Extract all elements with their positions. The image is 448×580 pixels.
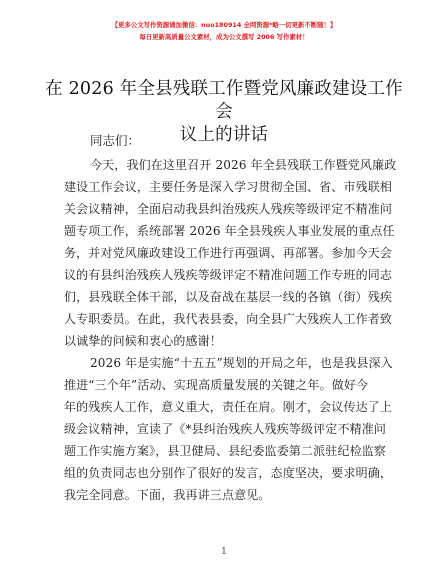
title-line-2: 议上的讲话 <box>179 125 269 145</box>
paragraph-line: 级会议精神，宣读了《*县纠治残疾人残疾等级评定不精准问 <box>64 422 387 436</box>
paragraph-line: 年的残疾人工作，意义重大，责任在肩。刚才，会议传达了上 <box>64 400 393 414</box>
paragraph-line: 题工作实施方案》，县卫健局、县纪委监委第二派驻纪检监察 <box>64 444 387 458</box>
paragraph-line: 2026 年是实施“十五五”规划的开局之年，也是我县深入 <box>90 356 393 370</box>
paragraph-line: 组的负责同志也分别作了很好的发言，态度坚决，要求明确， <box>64 466 393 480</box>
promo-banner-line-1: 【更多公文写作资源请加微信：nuo180914 全网资源*略一切更新不断随！】 <box>111 21 337 29</box>
paragraph-line: 人专职委员。在此，我代表县委，向全县广大残疾人工作者致 <box>64 312 393 326</box>
salutation: 同志们： <box>90 133 141 148</box>
promo-banner-line-2: 每日更新高质量公文素材，成为公文撰写 2006 写作素材！ <box>139 33 309 41</box>
paragraph-line: 今天，我们在这里召开 2026 年全县残联工作暨党风廉政 <box>90 158 397 172</box>
paragraph-line: 关会议精神，全面启动我县纠治残疾人残疾等级评定不精准问 <box>64 202 393 216</box>
paragraph-line: 推进“三个年”活动、实现高质量发展的关键之年。做好今 <box>64 378 369 392</box>
page-number: 1 <box>221 547 227 557</box>
paragraph-line: 议的有县纠治残疾人残疾等级评定不精准问题工作专班的同志 <box>64 268 393 282</box>
paragraph-line: 务，并对党风廉政建设工作进行再强调、再部署。参加今天会 <box>64 246 393 260</box>
paragraph-line: 题专项工作，系统部署 2026 年全县残疾人事业发展的重点任 <box>64 224 395 238</box>
paragraph-line: 以诚挚的问候和衷心的感谢！ <box>64 334 222 348</box>
title-line-1: 在 2026 年全县残联工作暨党风廉政建设工作会 <box>45 79 403 122</box>
paragraph-line: 建设工作会议，主要任务是深入学习贯彻全国、省、市残联相 <box>64 180 393 194</box>
paragraph-line: 我完全同意。下面，我再讲三点意见。 <box>64 488 271 502</box>
paragraph-line: 们，县残联全体干部，以及奋战在基层一线的各镇（街）残疾 <box>64 290 393 304</box>
